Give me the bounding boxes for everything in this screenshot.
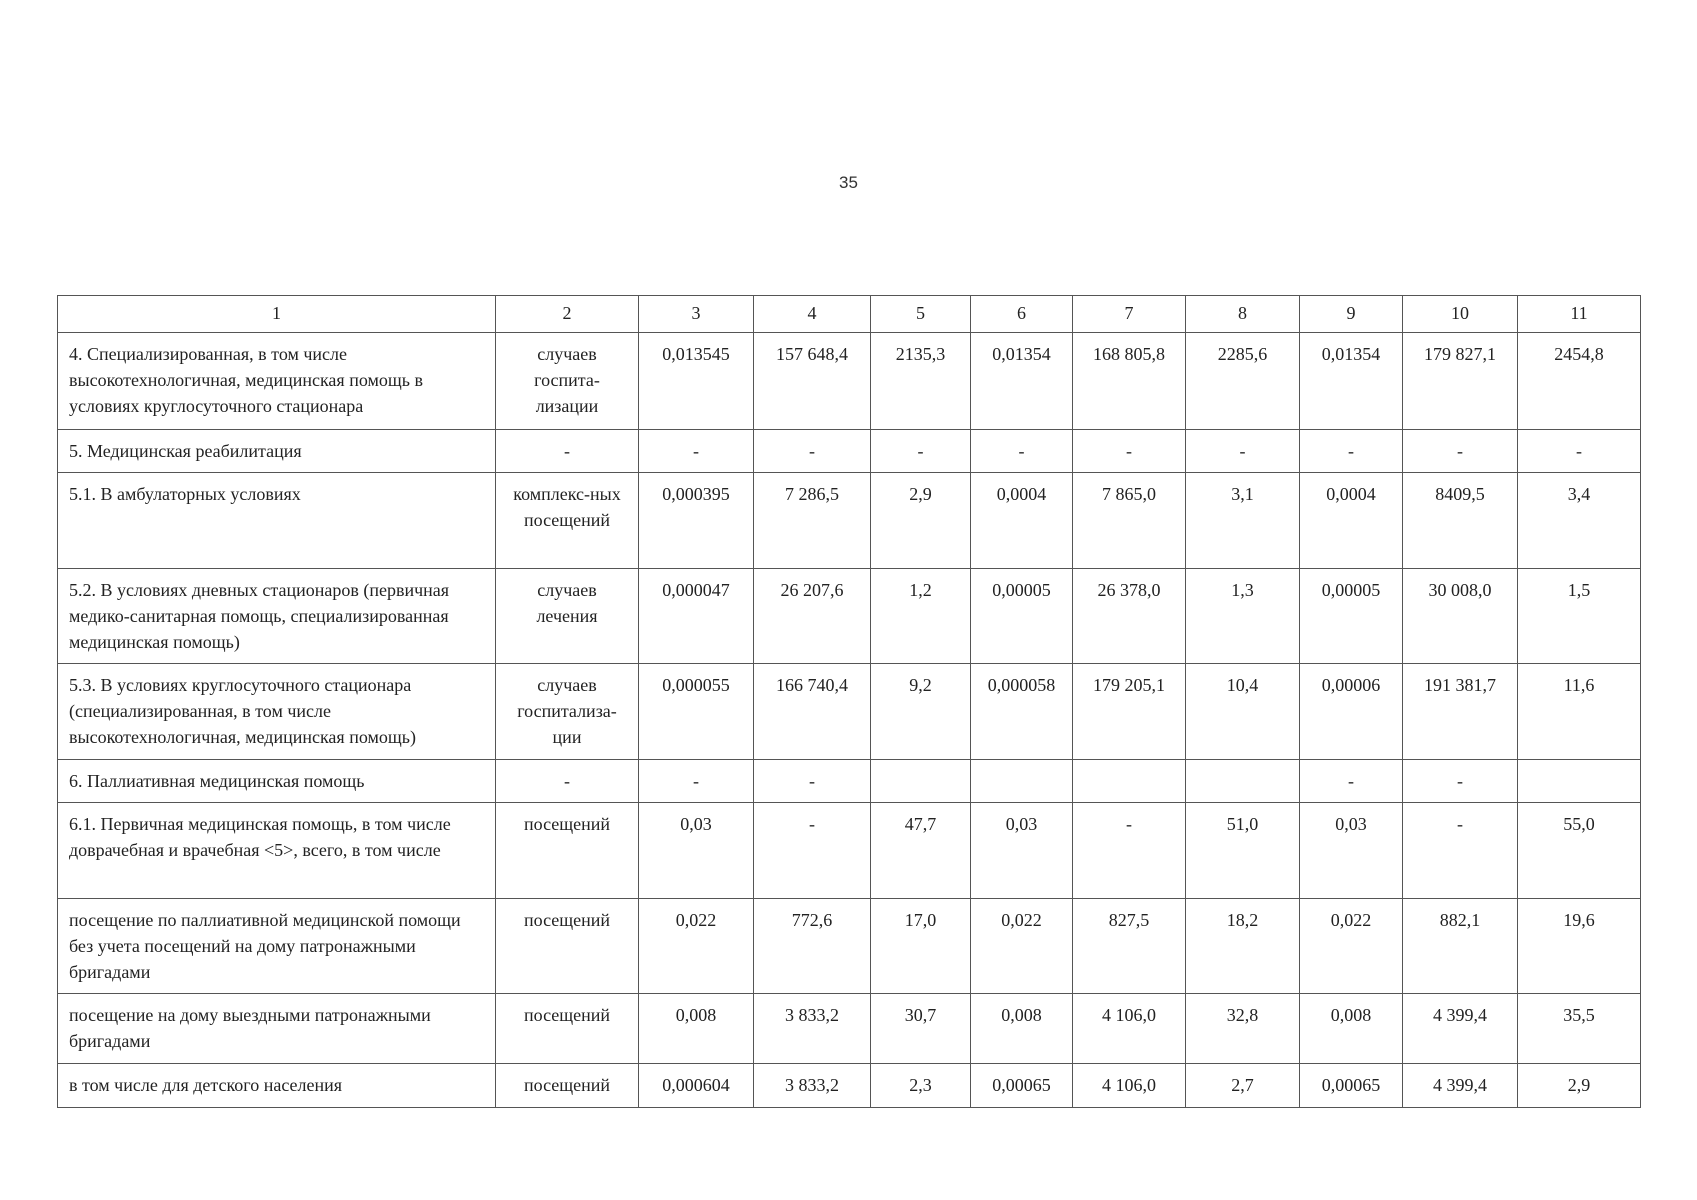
header-cell: 3 <box>639 296 754 333</box>
value-cell: 30,7 <box>871 994 971 1064</box>
value-cell: 0,000395 <box>639 473 754 569</box>
value-cell: - <box>1403 803 1518 899</box>
row-name-cell: 5.3. В условиях круглосуточного стационара (специализированная, в том числе высокотехнологичная, медицинская помощь) <box>58 664 496 760</box>
header-cell: 1 <box>58 296 496 333</box>
value-cell: 1,5 <box>1518 569 1641 664</box>
value-cell: 0,03 <box>639 803 754 899</box>
value-cell: 2,9 <box>1518 1064 1641 1108</box>
value-cell: 0,013545 <box>639 333 754 430</box>
value-cell: 26 378,0 <box>1073 569 1186 664</box>
value-cell: - <box>1073 803 1186 899</box>
value-cell: 3 833,2 <box>754 1064 871 1108</box>
value-cell: 8409,5 <box>1403 473 1518 569</box>
value-cell <box>1518 760 1641 803</box>
value-cell: 35,5 <box>1518 994 1641 1064</box>
value-cell: 179 827,1 <box>1403 333 1518 430</box>
header-cell: 9 <box>1300 296 1403 333</box>
value-cell: - <box>1186 430 1300 473</box>
table-row <box>58 760 1641 803</box>
header-cell: 4 <box>754 296 871 333</box>
value-cell: 0,00065 <box>1300 1064 1403 1108</box>
value-cell: 1,2 <box>871 569 971 664</box>
value-cell: 11,6 <box>1518 664 1641 760</box>
header-cell: 2 <box>496 296 639 333</box>
value-cell: 168 805,8 <box>1073 333 1186 430</box>
value-cell: 18,2 <box>1186 899 1300 994</box>
row-name-cell: посещение на дому выездными патронажными бригадами <box>58 994 496 1064</box>
value-cell: 0,03 <box>971 803 1073 899</box>
value-cell: 32,8 <box>1186 994 1300 1064</box>
unit-cell: посещений <box>496 899 639 994</box>
value-cell: 191 381,7 <box>1403 664 1518 760</box>
table-row <box>58 1064 1641 1108</box>
header-cell: 6 <box>971 296 1073 333</box>
value-cell: 4 106,0 <box>1073 994 1186 1064</box>
unit-cell: случаев лечения <box>496 569 639 664</box>
value-cell: 179 205,1 <box>1073 664 1186 760</box>
value-cell: 827,5 <box>1073 899 1186 994</box>
value-cell: 0,000055 <box>639 664 754 760</box>
value-cell: 2285,6 <box>1186 333 1300 430</box>
row-name-cell: в том числе для детского населения <box>58 1064 496 1108</box>
unit-cell: комплекс-ных посещений <box>496 473 639 569</box>
table-row <box>58 664 1641 760</box>
row-name-cell: посещение по паллиативной медицинской помощи без учета посещений на дому патронажными бригадами <box>58 899 496 994</box>
value-cell: 2,7 <box>1186 1064 1300 1108</box>
value-cell: 30 008,0 <box>1403 569 1518 664</box>
unit-cell: посещений <box>496 994 639 1064</box>
value-cell: - <box>639 760 754 803</box>
value-cell: - <box>1300 430 1403 473</box>
row-name-cell: 6. Паллиативная медицинская помощь <box>58 760 496 803</box>
value-cell: 0,008 <box>971 994 1073 1064</box>
value-cell: 0,00065 <box>971 1064 1073 1108</box>
value-cell: 17,0 <box>871 899 971 994</box>
value-cell: 1,3 <box>1186 569 1300 664</box>
value-cell: 3 833,2 <box>754 994 871 1064</box>
page-number: 35 <box>839 173 858 192</box>
value-cell: 0,00006 <box>1300 664 1403 760</box>
table-row <box>58 569 1641 664</box>
value-cell: 0,03 <box>1300 803 1403 899</box>
value-cell: 0,000058 <box>971 664 1073 760</box>
table-row <box>58 899 1641 994</box>
value-cell: 2135,3 <box>871 333 971 430</box>
value-cell: 2,9 <box>871 473 971 569</box>
table-body <box>58 296 1641 1108</box>
value-cell: 0,022 <box>639 899 754 994</box>
table-row <box>58 430 1641 473</box>
row-name-cell: 5.1. В амбулаторных условиях <box>58 473 496 569</box>
value-cell: 0,0004 <box>1300 473 1403 569</box>
value-cell: 9,2 <box>871 664 971 760</box>
value-cell: 19,6 <box>1518 899 1641 994</box>
value-cell: 4 399,4 <box>1403 1064 1518 1108</box>
value-cell: 47,7 <box>871 803 971 899</box>
value-cell: - <box>754 803 871 899</box>
value-cell: 3,1 <box>1186 473 1300 569</box>
value-cell: 0,000047 <box>639 569 754 664</box>
row-name-cell: 4. Специализированная, в том числе высокотехнологичная, медицинская помощь в условиях круглосуточного стационара <box>58 333 496 430</box>
value-cell: 772,6 <box>754 899 871 994</box>
table-row <box>58 333 1641 430</box>
value-cell: 2,3 <box>871 1064 971 1108</box>
value-cell: 4 399,4 <box>1403 994 1518 1064</box>
value-cell: 166 740,4 <box>754 664 871 760</box>
value-cell: 0,008 <box>1300 994 1403 1064</box>
table-row <box>58 994 1641 1064</box>
value-cell: 0,00005 <box>1300 569 1403 664</box>
value-cell: - <box>754 430 871 473</box>
value-cell: - <box>1073 430 1186 473</box>
header-cell: 8 <box>1186 296 1300 333</box>
row-name-cell: 6.1. Первичная медицинская помощь, в том числе доврачебная и врачебная <5>, всего, в том числе <box>58 803 496 899</box>
value-cell: 7 286,5 <box>754 473 871 569</box>
value-cell <box>971 760 1073 803</box>
value-cell: - <box>1518 430 1641 473</box>
value-cell: 882,1 <box>1403 899 1518 994</box>
unit-cell: - <box>496 430 639 473</box>
header-cell: 11 <box>1518 296 1641 333</box>
value-cell: 7 865,0 <box>1073 473 1186 569</box>
value-cell: 55,0 <box>1518 803 1641 899</box>
value-cell: 0,00005 <box>971 569 1073 664</box>
row-name-cell: 5. Медицинская реабилитация <box>58 430 496 473</box>
unit-cell: - <box>496 760 639 803</box>
value-cell: 0,0004 <box>971 473 1073 569</box>
value-cell: 51,0 <box>1186 803 1300 899</box>
value-cell: 0,022 <box>1300 899 1403 994</box>
value-cell: - <box>1403 760 1518 803</box>
header-cell: 7 <box>1073 296 1186 333</box>
value-cell: - <box>1300 760 1403 803</box>
row-name-cell: 5.2. В условиях дневных стационаров (первичная медико-санитарная помощь, специализированная медицинская помощь) <box>58 569 496 664</box>
value-cell: 0,01354 <box>971 333 1073 430</box>
value-cell: 2454,8 <box>1518 333 1641 430</box>
value-cell <box>871 760 971 803</box>
header-cell: 10 <box>1403 296 1518 333</box>
value-cell: 0,022 <box>971 899 1073 994</box>
value-cell: - <box>871 430 971 473</box>
unit-cell: посещений <box>496 1064 639 1108</box>
table-row <box>58 473 1641 569</box>
value-cell: 0,000604 <box>639 1064 754 1108</box>
value-cell: - <box>971 430 1073 473</box>
value-cell: 3,4 <box>1518 473 1641 569</box>
value-cell: - <box>639 430 754 473</box>
value-cell: 26 207,6 <box>754 569 871 664</box>
value-cell: 0,01354 <box>1300 333 1403 430</box>
value-cell <box>1186 760 1300 803</box>
value-cell: 0,008 <box>639 994 754 1064</box>
table-header-row <box>58 296 1641 333</box>
value-cell: 10,4 <box>1186 664 1300 760</box>
table-row <box>58 803 1641 899</box>
value-cell: 157 648,4 <box>754 333 871 430</box>
value-cell <box>1073 760 1186 803</box>
header-cell: 5 <box>871 296 971 333</box>
unit-cell: случаев госпита-лизации <box>496 333 639 430</box>
unit-cell: случаев госпитализа-ции <box>496 664 639 760</box>
unit-cell: посещений <box>496 803 639 899</box>
value-cell: 4 106,0 <box>1073 1064 1186 1108</box>
data-table <box>57 295 1641 1108</box>
value-cell: - <box>1403 430 1518 473</box>
value-cell: - <box>754 760 871 803</box>
